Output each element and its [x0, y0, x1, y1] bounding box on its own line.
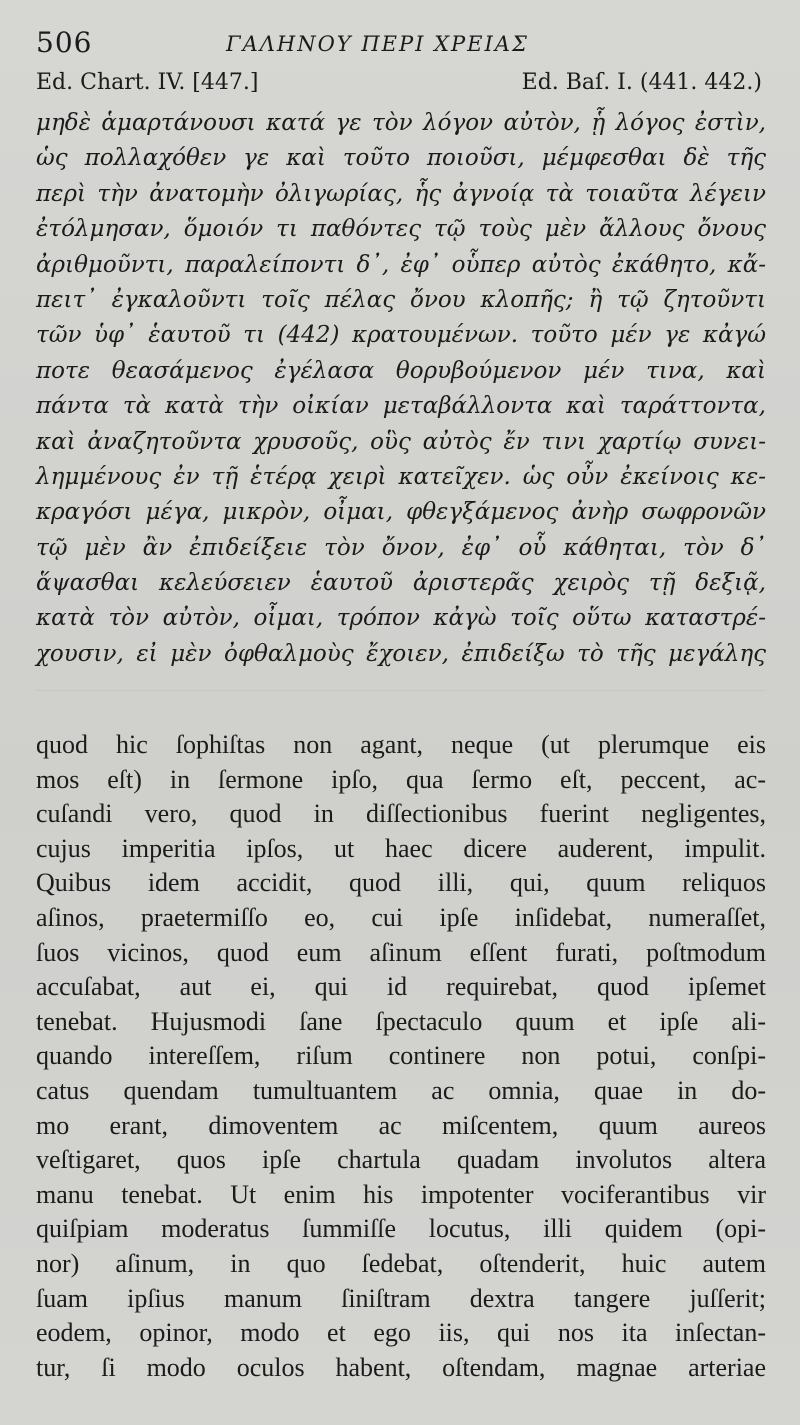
latin-text-line: mo erant, dimoventem ac miſcentem, quum aureos — [36, 1110, 766, 1140]
section-divider — [36, 690, 766, 691]
running-title: ΓΑΛΗΝΟΥ ΠΕΡΙ ΧΡΕΙΑΣ — [226, 32, 529, 56]
greek-text-line: καὶ ἀναζητοῦντα χρυσοῦς, οὓς αὐτὸς ἔν τινι χαρτίῳ συνει- — [36, 428, 766, 455]
latin-text-line: catus quendam tumultuantem ac omnia, quae in do- — [36, 1075, 766, 1105]
latin-text-line: eodem, opinor, modo et ego iis, qui nos ita inſectan- — [36, 1318, 766, 1348]
page-header — [36, 26, 770, 66]
latin-text-block — [36, 728, 766, 1385]
latin-text-line: manu tenebat. Ut enim his impotenter vociferantibus vir — [36, 1179, 766, 1209]
latin-text-line: veſtigaret, quos ipſe chartula quadam involutos altera — [36, 1145, 766, 1175]
latin-text-line: mos eſt) in ſermone ipſo, qua ſermo eſt, peccent, ac- — [36, 764, 766, 794]
greek-text-line: κραγόσι μέγα, μικρὸν, οἶμαι, φθεγξάμενος ἀνὴρ σωφρονῶν — [36, 499, 766, 526]
greek-text-line: ὡς πολλαχόθεν γε καὶ τοῦτο ποιοῦσι, μέμφεσθαι δὲ τῆς — [36, 145, 766, 172]
latin-text-line: cuſandi vero, quod in diſſectionibus fuerint negligentes, — [36, 799, 766, 829]
greek-text-line: χουσιν, εἰ μὲν ὀφθαλμοὺς ἔχοιεν, ἐπιδείξω τὸ τῆς μεγάλης — [36, 640, 766, 667]
latin-text-line: accuſabat, aut ei, qui id requirebat, quod ipſemet — [36, 972, 766, 1002]
greek-text-line: πειτ᾽ ἐγκαλοῦντι τοῖς πέλας ὄνου κλοπῆς; ἢ τῷ ζητοῦντι — [36, 286, 766, 313]
greek-text-line: πάντα τὰ κατὰ τὴν οἰκίαν μεταβάλλοντα καὶ ταράττοντα, — [36, 393, 766, 420]
greek-text-line: κατὰ τὸν αὐτὸν, οἶμαι, τρόπον κἀγὼ τοῖς οὕτω καταστρέ- — [36, 605, 766, 632]
greek-text-line: ἀριθμοῦντι, παραλείποντι δ᾽, ἐφ᾽ οὗπερ αὐτὸς ἐκάθητο, κἄ- — [36, 251, 766, 278]
latin-text-line: tenebat. Hujusmodi ſane ſpectaculo quum et ipſe ali- — [36, 1006, 766, 1036]
latin-text-line: tur, ſi modo oculos habent, oſtendam, magnae arteriae — [36, 1352, 766, 1382]
latin-text-line: quiſpiam moderatus ſummiſſe locutus, illi quidem (opi- — [36, 1214, 766, 1244]
edition-reference-basel: Ed. Baſ. I. (441. 442.) — [521, 70, 762, 95]
latin-text-line: cujus imperitia ipſos, ut haec dicere auderent, impulit. — [36, 833, 766, 863]
edition-references — [36, 70, 762, 100]
edition-reference-chartier: Ed. Chart. IV. [447.] — [36, 70, 259, 95]
latin-text-line: Quibus idem accidit, quod illi, qui, quum reliquos — [36, 868, 766, 898]
greek-text-line: τῶν ὑφ᾽ ἑαυτοῦ τι (442) κρατουμένων. τοῦτο μέν γε κἀγώ — [36, 322, 766, 349]
greek-text-line: τῷ μὲν ἂν ἐπιδείξειε τὸν ὄνον, ἐφ᾽ οὗ κάθηται, τὸν δ᾽ — [36, 534, 766, 561]
greek-text-line: ἐτόλμησαν, ὅμοιόν τι παθόντες τῷ τοὺς μὲν ἄλλους ὄνους — [36, 216, 766, 243]
latin-text-line: nor) aſinum, in quo ſedebat, oſtenderit, huic autem — [36, 1248, 766, 1278]
greek-text-block — [36, 106, 766, 672]
greek-text-line: μηδὲ ἁμαρτάνουσι κατά γε τὸν λόγον αὐτὸν, ᾗ λόγος ἐστὶν, — [36, 110, 766, 136]
latin-text-line: ſuam ipſius manum ſiniſtram dextra tangere juſſerit; — [36, 1283, 766, 1313]
greek-text-line: ἅψασθαι κελεύσειεν ἑαυτοῦ ἀριστερᾶς χειρὸς τῇ δεξιᾷ, — [36, 570, 766, 597]
greek-text-line: ποτε θεασάμενος ἐγέλασα θορυβούμενον μέν τινα, καὶ — [36, 357, 766, 384]
latin-text-line: aſinos, praetermiſſo eo, cui ipſe inſidebat, numeraſſet, — [36, 902, 766, 932]
greek-text-line: λημμένους ἐν τῇ ἑτέρᾳ χειρὶ κατεῖχεν. ὡς οὖν ἐκείνοις κε- — [36, 463, 766, 490]
latin-text-line: quod hic ſophiſtas non agant, neque (ut plerumque eis — [36, 730, 766, 759]
latin-text-line: quando intereſſem, riſum continere non potui, conſpi- — [36, 1041, 766, 1071]
page-number: 506 — [36, 26, 93, 59]
greek-text-line: περὶ τὴν ἀνατομὴν ὀλιγωρίας, ἧς ἀγνοίᾳ τὰ τοιαῦτα λέγειν — [36, 180, 766, 207]
latin-text-line: ſuos vicinos, quod eum aſinum eſſent furati, poſtmodum — [36, 937, 766, 967]
